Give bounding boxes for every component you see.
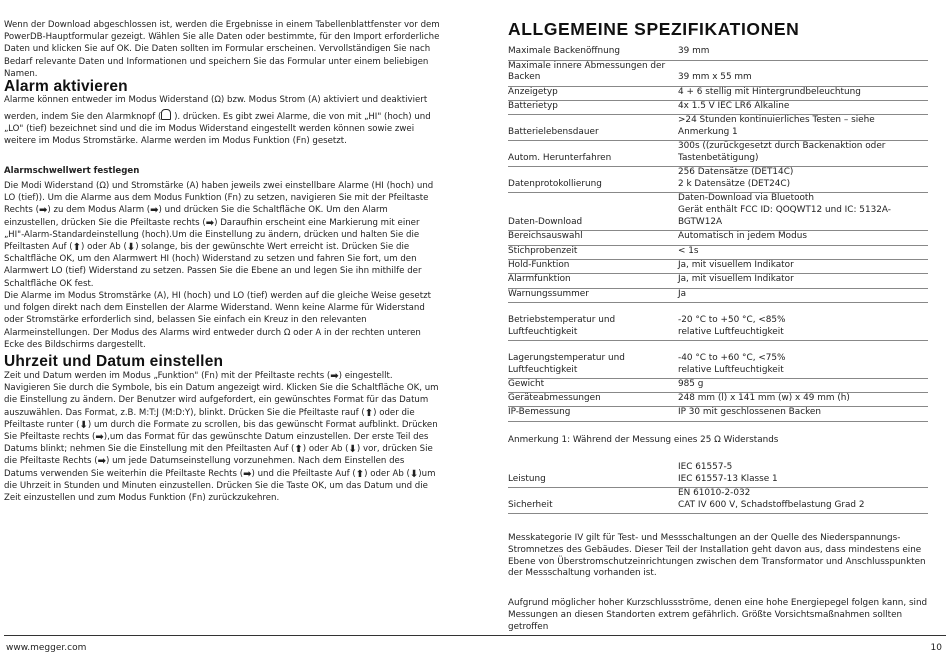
spec-row [508,193,928,231]
spec-value: < 1s [678,245,928,259]
t-text-d: ) um durch die Formate zu scrollen, bis das gewünscht Format aufblinkt. Drücken Sie Pfeiltaste rechts ( [4,419,438,443]
alarm-text-a: werden, indem Sie den Alarmknopf ( [4,112,162,122]
standard-row [508,462,928,488]
threshold-paragraph-1 [4,180,440,290]
standard-label: Sicherheit [508,488,678,514]
down-arrow-icon: ⬇ [409,468,419,480]
spec-label: IP-Bemessung [508,407,678,421]
intro-paragraph: Wenn der Download abgeschlossen ist, werden die Ergebnisse in einem Tabellenblattfenster vor dem PowerDB-Hauptformular gezeigt. Wählen Sie alle Daten oder bestimmte, für den Import erforderliche Daten und klicken Sie auf OK. Die Daten sollten im Formular erscheinen. Vervollständigen Sie nach Bedarf relevante Daten und Informationen und speichern Sie das Formular unter einem beliebigen Namen. [4,20,440,79]
category-paragraph: Messkategorie IV gilt für Test- und Messschaltungen an der Quelle des Niederspannungs-Stromnetzes des Gebäudes. Dieser Teil der Installation geht davon aus, dass mindestens eine Ebene von Überstromschutzeinrichtungen zwischen dem Transformator und Anschlusspunkten der Messschaltung vorhanden ist. [508,533,926,579]
spec-table [508,46,928,422]
spec-label: Alarmfunktion [508,274,678,288]
spec-label: Anzeigetyp [508,86,678,100]
alarm-paragraph-2 [4,109,440,148]
spec-row [508,60,928,86]
t-text-f: ) oder Ab ( [302,444,349,455]
right-arrow-icon: ➡ [330,371,339,382]
spec-value: 256 Datensätze (DET14C) 2 k Datensätze (DET24C) [678,167,928,193]
spec-value: 4 + 6 stellig mit Hintergrundbeleuchtung [678,86,928,100]
spec-row [508,378,928,392]
spec-value: 39 mm x 55 mm [678,60,928,86]
spec-value: -40 °C to +60 °C, <75% relative Luftfeuchtigkeit [678,340,928,378]
spec-label: Stichprobenzeit [508,245,678,259]
spec-row [508,302,928,340]
spec-row [508,86,928,100]
spec-row [508,115,928,141]
spec-value: 248 mm (l) x 141 mm (w) x 49 mm (h) [678,393,928,407]
spec-table-body [508,46,928,421]
spec-label: Warnungssummer [508,288,678,302]
spec-row [508,100,928,114]
standard-row [508,488,928,514]
spec-row [508,288,928,302]
t-text-a: Zeit und Datum werden im Modus „Funktion" (Fn) mit der Pfeiltaste rechts ( [4,371,331,381]
right-arrow-icon: ➡ [205,217,215,229]
spec-label: Hold-Funktion [508,259,678,273]
right-arrow-icon: ➡ [243,468,252,480]
t-text-j: ) oder Ab ( [364,468,410,479]
spec-label: Batterietyp [508,100,678,114]
time-date-heading: Uhrzeit und Datum einstellen [4,353,224,370]
th-text-e: ) oder Ab ( [81,242,127,253]
alarm-paragraph-1: Alarme können entweder im Modus Widerstand (Ω) bzw. Modus Strom (A) aktiviert und deaktiviert [4,95,428,105]
t-text-b: ) eingestellt. Navigieren Sie durch die Symbole, bis ein Datum angezeigt wird. Klicken Sie die Schaltfläche OK, um die Einstellung zu ändern. Der Benutzer wird aufgefordert, ein gewünschtes Format für das Datum auszuwählen. Das Format, z.B. M:T:J (M:D:Y), blinkt. Drücken Sie die Pfeiltaste rauf ( [4,371,439,418]
warning-paragraph: Aufgrund möglicher hoher Kurzschlussströme, denen eine hohe Energiepegel folgen kann, sind Messungen an diesen Standorten extrem gefährlich. Größte Vorsichtsmaßnahmen sollten getroffen [508,598,928,632]
down-arrow-icon: ⬇ [79,419,88,431]
th-text-d: ) Daraufhin erscheint eine Markierung mit einer „HI"-Alarm-Standardeinstellung (hoch).Um die Einstellung zu ändern, drücken und halten Sie die Pfeiltasten Auf ( [4,217,420,253]
note-1: Anmerkung 1: Während der Messung eines 25 Ω Widerstands [508,435,779,445]
spec-label: Daten-Download [508,193,678,231]
spec-label: Maximale Backenöffnung [508,46,678,60]
right-arrow-icon: ➡ [95,432,104,444]
spec-row [508,231,928,245]
spec-label: Gewicht [508,378,678,392]
standard-label: Leistung [508,462,678,488]
up-arrow-icon: ⬆ [364,407,374,419]
spec-value: >24 Stunden kontinuierliches Testen – siehe Anmerkung 1 [678,115,928,141]
threshold-paragraph-2: Die Alarme im Modus Stromstärke (A), HI (hoch) und LO (tief) werden auf die gleiche Weise gesetzt und folgen direkt nach dem Einstellen der Alarme Widerstand. Wenn keine Alarme für Widerstand oder Stromstärke erforderlich sind, belassen Sie einfach ein Kreuz in den relevanten Alarmeinstellungen. Der Modus des Alarms wird entweder durch Ω oder A in der rechten unteren Ecke des Bildschirms dargestellt. [4,291,431,350]
up-arrow-icon: ⬆ [294,444,303,456]
spec-label: Maximale innere Abmessungen der Backen [508,60,678,86]
th-text-f: ) solange, bis der gewünschte Wert erreicht ist. Drücken Sie die Schaltfläche OK, um den Alarmwert HI (hoch) Widerstand zu setzen und fahren Sie fort, um den Alarmwert LO (tief) Widerstand zu setzen. Passen Sie die Ebene an und legen Sie ihn mithilfe der Schaltfläche OK fest. [4,242,422,289]
spec-value: Ja, mit visuellem Indikator [678,274,928,288]
t-text-g: ) vor, drücken Sie die Pfeiltaste Rechts ( [4,444,433,467]
spec-label: Datenprotokollierung [508,167,678,193]
right-arrow-icon: ➡ [150,205,159,217]
t-text-h: ) um jede Datumseinstellung vorzunehmen. Nach dem Einstellen des Datums verwenden Sie weiterhin die Pfeiltaste Rechts ( [4,456,405,479]
spec-label: Batterielebensdauer [508,115,678,141]
standard-value: IEC 61557-5 IEC 61557-13 Klasse 1 [678,462,928,488]
spec-value: 985 g [678,378,928,392]
page-number: 10 [930,643,942,653]
threshold-heading: Alarmschwellwert festlegen [4,166,140,176]
th-text-c: ) und drücken Sie die Schaltfläche OK. Um den Alarm einzustellen, drücken Sie die Pfeiltaste rechts ( [4,205,388,228]
th-text-a: Die Modi Widerstand (Ω) und Stromstärke (A) haben jeweils zwei einstellbare Alarme (HI (hoch) und LO (tief)). Um die Alarme aus dem Modus Funktion (Fn) zu setzen, navigieren Sie mit der Pfeiltaste Rechts ( [4,181,434,216]
spec-value: -20 °C to +50 °C, <85% relative Luftfeuchtigkeit [678,302,928,340]
spec-row [508,167,928,193]
t-text-i: ) und die Pfeiltaste Auf ( [251,468,356,479]
alarm-text-b: ). drücken. Es gibt zwei Alarme, die von mit „HI" (hoch) und „LO" (tief) bezeichnet sind und die im Modus Widerstand eingestellt werden können sowie zwei weitere im Modus Stromstärke. Alarme werden im Modus Funktion (Fn) gesetzt. [4,112,431,147]
spec-value: Ja, mit visuellem Indikator [678,259,928,273]
spec-row [508,46,928,60]
spec-value: IP 30 mit geschlossenen Backen [678,407,928,421]
spec-row [508,274,928,288]
spec-row [508,259,928,273]
up-arrow-icon: ⬆ [355,468,365,480]
spec-row [508,141,928,167]
spec-label: Lagerungstemperatur und Luftfeuchtigkeit [508,340,678,378]
standard-value: EN 61010-2-032 CAT IV 600 V, Schadstoffbelastung Grad 2 [678,488,928,514]
spec-value: 300s ((zurückgesetzt durch Backenaktion oder Tastenbetätigung) [678,141,928,167]
standards-table-body [508,462,928,514]
spec-value: Ja [678,288,928,302]
spec-label: Betriebstemperatur und Luftfeuchtigkeit [508,302,678,340]
spec-value: 39 mm [678,46,928,60]
standards-table [508,462,928,514]
bell-icon [161,109,171,120]
footer-divider [4,635,946,636]
footer-website: www.megger.com [6,643,87,653]
spec-title: ALLGEMEINE SPEZIFIKATIONEN [508,19,800,39]
t-text-c: ) oder die Pfeiltaste runter ( [4,407,415,430]
spec-label: Autom. Herunterfahren [508,141,678,167]
right-arrow-icon: ➡ [97,456,106,468]
time-date-paragraph [4,370,440,504]
spec-row [508,407,928,421]
spec-value: Daten-Download via Bluetooth Gerät enthält FCC ID: QOQWT12 und IC: 5132A-BGTW12A [678,193,928,231]
right-arrow-icon: ➡ [38,205,48,217]
alarm-heading: Alarm aktivieren [4,78,128,95]
down-arrow-icon: ⬇ [126,242,136,254]
spec-value: Automatisch in jedem Modus [678,231,928,245]
spec-row [508,393,928,407]
th-text-b: ) zu dem Modus Alarm ( [47,205,151,216]
spec-value: 4x 1.5 V IEC LR6 Alkaline [678,100,928,114]
t-text-e: ),um das Format für das gewünschte Datum einzustellen. Der erste Teil des Datums blinkt; nehmen Sie die Einstellung mit den Pfeiltasten Auf ( [4,432,429,455]
up-arrow-icon: ⬆ [72,242,82,254]
t-text-k: )um die Uhrzeit in Stunden und Minuten einzustellen. Drücken Sie die Taste OK, um das Datum und die Zeit einzustellen und zum Modus Funktion (Fn) zurückzukehren. [4,468,436,504]
down-arrow-icon: ⬇ [348,444,357,456]
spec-label: Geräteabmessungen [508,393,678,407]
spec-label: Bereichsauswahl [508,231,678,245]
spec-row [508,245,928,259]
spec-row [508,340,928,378]
